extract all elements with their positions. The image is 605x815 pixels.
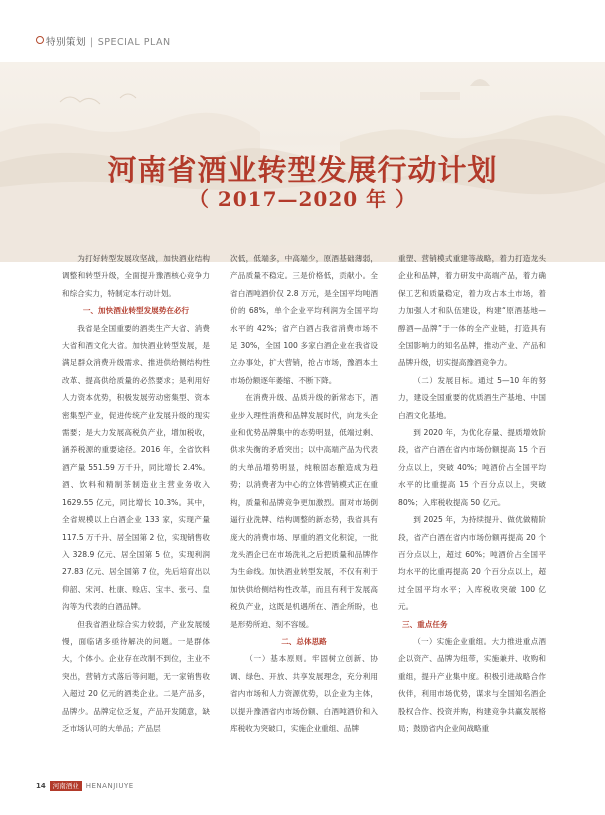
magazine-name-en: HENANJIUYE <box>85 782 134 790</box>
text-column-3 <box>398 250 546 737</box>
section-divider: | <box>90 37 94 48</box>
intro-paragraph: 为打好转型发展攻坚战，加快酒业结构调整和转型升级，全面提升豫酒核心竞争力和综合实力，特制定本行动计划。 <box>62 254 210 298</box>
text-column-2 <box>230 250 378 737</box>
body-paragraph: 在消费升级、品质升级的新常态下，酒业步入理性消费和品牌发展时代，向龙头企业和优势品牌集中的态势明显，低端过剩、供求失衡的矛盾突出；以中高端产品为代表的大单品增势明显，纯粮固态酿造成为趋势；以消费者为中心的立体营销模式正在重构，质量和品牌竞争更加激烈。面对市场倒逼行业洗牌、结构调整的新态势，我省具有庞大的消费市场、厚重的酒文化积淀，一批龙头酒企已在市场洗礼之后把质量和品牌作为生命线。加快酒业转型发展，不仅有利于加快供给侧结构性改革，而且有利于发展高税负产业，这既是机遇所在、酒企所盼，也是形势所迫、刻不容缓。 <box>230 393 378 629</box>
body-paragraph: 到 2020 年，为优化存量、提质增效阶段，省产白酒在省内市场份额提高 15 个百分点以上，突破 40%；吨酒价占全国平均水平的比重提高 15 个百分点以上，突破 80%；入库税收提高 50 亿元。 <box>398 428 546 507</box>
section-heading-1: 一、加快酒业转型发展势在必行 <box>82 306 190 316</box>
body-paragraph: 次低，低端多，中高端少，原酒基础薄弱，产品质量不稳定。三是价格低，贡献小。全省白酒吨酒价仅 2.8 万元，是全国平均吨酒价的 68%，单个企业平均利润为全国平均水平的 42%；省产白酒占我省消费市场不足 30%，全国 100 多家白酒企业在我省设立办事处，扩大营销，抢占市场，豫酒本土市场份额逐年萎缩、不断下降。 <box>230 254 378 385</box>
section-label-cn: 特别策划 <box>46 37 87 48</box>
article-title: 河南省酒业转型发展行动计划 <box>107 153 498 187</box>
article-subtitle: （ 2017—2020 年 ） <box>188 187 417 211</box>
body-paragraph: 我省是全国重要的酒类生产大省、消费大省和酒文化大省。加快酒业转型发展，是满足群众消费升级需求、推进供给侧结构性改革、提高供给质量的必然要求；是利用好人力资本优势，积极发展劳动密集型、资本密集型产业，促进传统产业发展升级的现实需要；是大力发展高税负产业，增加税收，涵养税源的重要途径。2016 年，全省饮料酒产量 551.59 万千升，同比增长 2.4%。酒、饮料和精制茶制造业主营业务收入 1629.55 亿元，同比增长 10.3%。其中，全省规模以上白酒企业 133 家，实现产量 117.5 万千升、居全国第 2 位，实现销售收入 328.9 亿元、居全国第 5 位，实现利润 27.83 亿元、居全国第 7 位，先后培育出以仰韶、宋河、杜康、赊店、宝丰、张弓、皇沟等为代表的白酒品牌。 <box>62 323 210 612</box>
section-heading-2: 二、总体思路 <box>281 636 327 646</box>
body-paragraph: 但我省酒业综合实力较弱，产业发展缓慢，面临诸多亟待解决的问题。一是群体大，个体小。企业存在改制不到位，主业不突出，营销方式落后等问题，无一家销售收入超过 20 亿元的酒类企业。二是产品多，品牌少。品牌定位乏复，产品开发随意，缺乏市场认可的大单品；产品层 <box>62 619 210 733</box>
section-heading-3: 三、重点任务 <box>402 619 448 629</box>
body-paragraph: （一）基本原则。牢固树立创新、协调、绿色、开放、共享发展理念，充分利用省内市场和人力资源优势，以企业为主体，以提升豫酒省内市场份额、白酒吨酒价和入库税收为突破口，实施企业重组、品牌 <box>230 654 378 733</box>
body-paragraph: （二）发展目标。通过 5—10 年的努力，建设全国重要的优质酒生产基地、中国白酒文化基地。 <box>398 375 546 420</box>
body-paragraph: 重塑、营销模式重建等战略，着力打造龙头企业和品牌，着力研发中高端产品，着力确保工艺和质量稳定，着力攻占本土市场，着力加强人才和队伍建设，构建“原酒基地—醇酒—品牌”于一体的全产业链，打造具有全国影响力的知名品牌，推动产业、产品和品牌升级，切实提高豫酒竞争力。 <box>398 254 546 368</box>
section-bullet-icon <box>36 36 44 44</box>
magazine-name-cn: 河南酒业 <box>50 781 82 791</box>
section-header <box>36 34 171 48</box>
body-paragraph: 到 2025 年，为持续提升、做优做精阶段，省产白酒在省内市场份额再提高 20 个百分点以上，超过 60%；吨酒价占全国平均水平的比重再提高 20 个百分点以上，超过全国平均水平；入库税收突破 100 亿元。 <box>398 515 546 612</box>
text-column-1 <box>62 250 210 737</box>
page-number: 14 <box>36 782 46 790</box>
page-footer <box>36 781 134 791</box>
section-label-en: SPECIAL PLAN <box>97 37 171 48</box>
body-paragraph: （一）实施企业重组。大力推进重点酒企以资产、品牌为纽带，实施兼并、收购和重组，提升产业集中度。积极引进战略合作伙伴，利用市场优势，谋求与全国知名酒企股权合作、投资并购，构建竞争共赢发展格局；鼓励省内企业间战略重 <box>398 636 546 733</box>
